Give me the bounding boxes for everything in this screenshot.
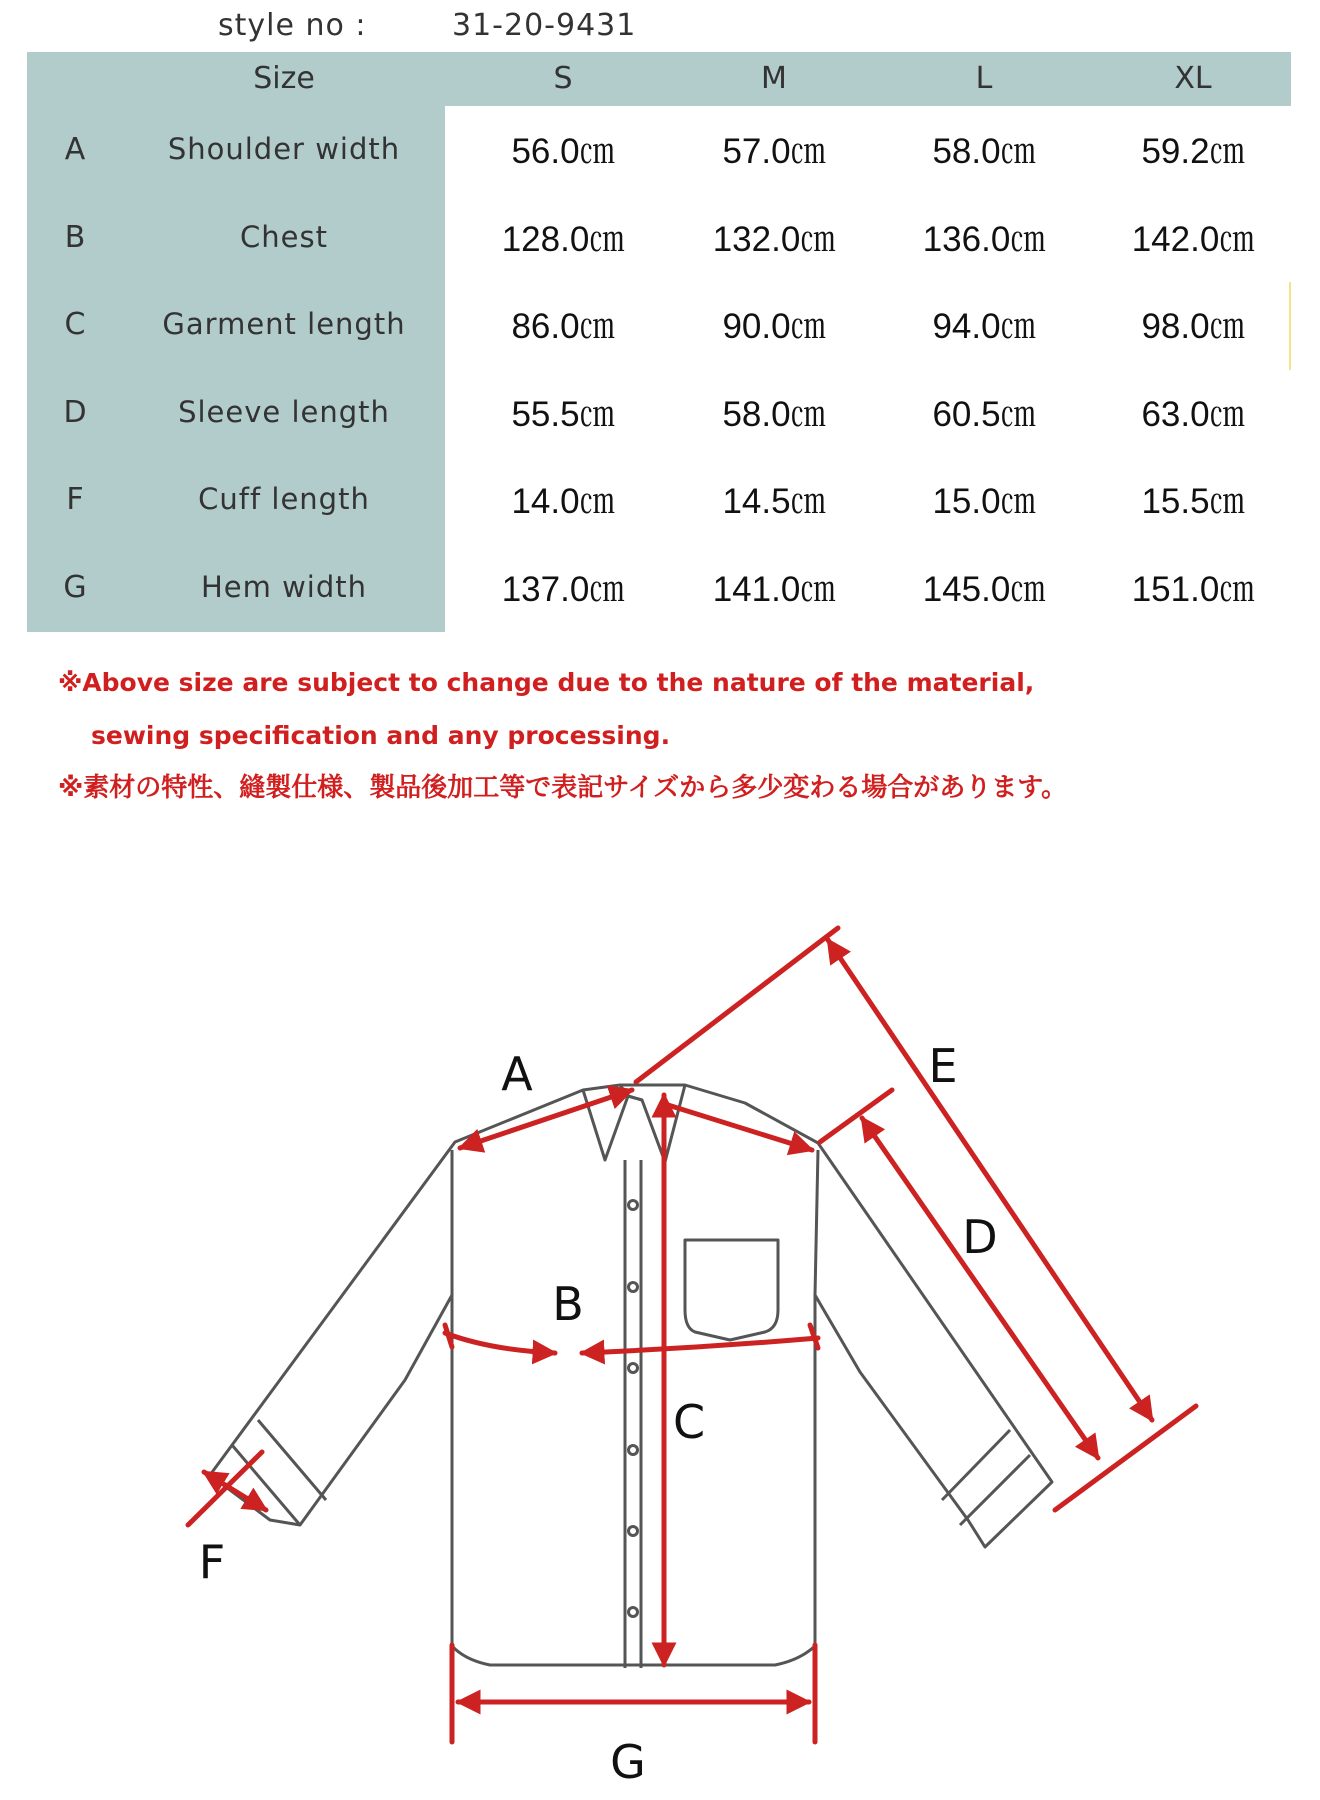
shirt-outline-icon (210, 1085, 1052, 1668)
value-l: 145.0㎝ (922, 569, 1046, 609)
value-s: 128.0㎝ (501, 219, 625, 259)
measure-name: Hem width (200, 569, 368, 604)
value-m: 58.0㎝ (722, 394, 826, 434)
measure-code: D (63, 394, 87, 430)
style-number-row (0, 0, 1320, 52)
size-header: Size (253, 61, 315, 96)
size-table (27, 52, 1291, 632)
measure-code: F (66, 482, 84, 517)
value-l: 60.5㎝ (932, 394, 1036, 434)
value-m: 132.0㎝ (712, 219, 836, 259)
table-header (27, 52, 1291, 106)
measure-name: Shoulder width (167, 132, 401, 166)
label-b: B (552, 1277, 584, 1331)
line-d-tick-top (820, 1090, 892, 1142)
line-e (828, 940, 1152, 1420)
measure-code: C (64, 307, 86, 342)
value-s: 86.0㎝ (511, 307, 615, 346)
value-xl: 63.0㎝ (1141, 394, 1245, 434)
line-e-tick-bottom (1055, 1406, 1196, 1510)
measurement-diagram (0, 860, 1320, 1800)
value-s: 137.0㎝ (501, 569, 625, 609)
size-col-m: M (761, 61, 787, 96)
measure-code: B (64, 219, 86, 255)
value-xl: 98.0㎝ (1141, 307, 1245, 346)
label-e: E (928, 1039, 958, 1093)
measure-name: Sleeve length (178, 394, 390, 429)
value-m: 57.0㎝ (722, 132, 826, 171)
measure-code: A (64, 132, 86, 167)
label-c: C (672, 1395, 706, 1449)
value-xl: 151.0㎝ (1131, 569, 1255, 609)
value-s: 56.0㎝ (511, 132, 615, 171)
size-notes (58, 656, 1298, 815)
label-a: A (501, 1047, 533, 1101)
value-l: 94.0㎝ (932, 307, 1036, 346)
value-l: 15.0㎝ (932, 482, 1036, 521)
note-english-line-1: ※Above size are subject to change due to the nature of the material, (58, 668, 1035, 697)
size-col-s: S (553, 61, 573, 96)
line-f-tick-left (188, 1452, 262, 1525)
measure-name: Cuff length (198, 482, 370, 516)
note-japanese: ※素材の特性、縫製仕様、製品後加工等で表記サイズから多少変わる場合があります。 (58, 773, 1068, 803)
measurement-lines (188, 928, 1196, 1742)
value-xl: 142.0㎝ (1131, 219, 1255, 259)
table-row (27, 106, 1291, 194)
label-d: D (962, 1210, 998, 1264)
value-xl: 15.5㎝ (1141, 482, 1245, 521)
table-row (27, 194, 1291, 282)
table-row (27, 456, 1291, 544)
label-f: F (198, 1535, 226, 1589)
line-b-left (445, 1333, 555, 1353)
table-row (27, 369, 1291, 457)
size-col-xl: XL (1174, 61, 1212, 96)
label-g: G (610, 1735, 646, 1789)
value-l: 136.0㎝ (922, 219, 1046, 259)
measure-code: G (63, 569, 87, 605)
line-a-left (460, 1090, 632, 1148)
table-row (27, 281, 1291, 369)
edge-mark (1289, 282, 1291, 370)
size-col-l: L (975, 61, 993, 96)
style-number-value: 31-20-9431 (452, 8, 637, 43)
note-english-line-2: sewing specification and any processing. (91, 721, 671, 750)
value-s: 14.0㎝ (511, 482, 615, 521)
style-number-label: style no : (218, 8, 367, 43)
line-e-tick-top (636, 928, 838, 1082)
measure-name: Garment length (162, 307, 406, 341)
table-row (27, 544, 1291, 632)
line-b-right (582, 1338, 818, 1353)
value-m: 90.0㎝ (722, 307, 826, 346)
value-l: 58.0㎝ (932, 132, 1036, 171)
value-s: 55.5㎝ (511, 394, 615, 434)
value-m: 14.5㎝ (722, 482, 826, 521)
value-xl: 59.2㎝ (1141, 132, 1245, 171)
measure-name: Chest (240, 219, 328, 254)
value-m: 141.0㎝ (712, 569, 836, 609)
